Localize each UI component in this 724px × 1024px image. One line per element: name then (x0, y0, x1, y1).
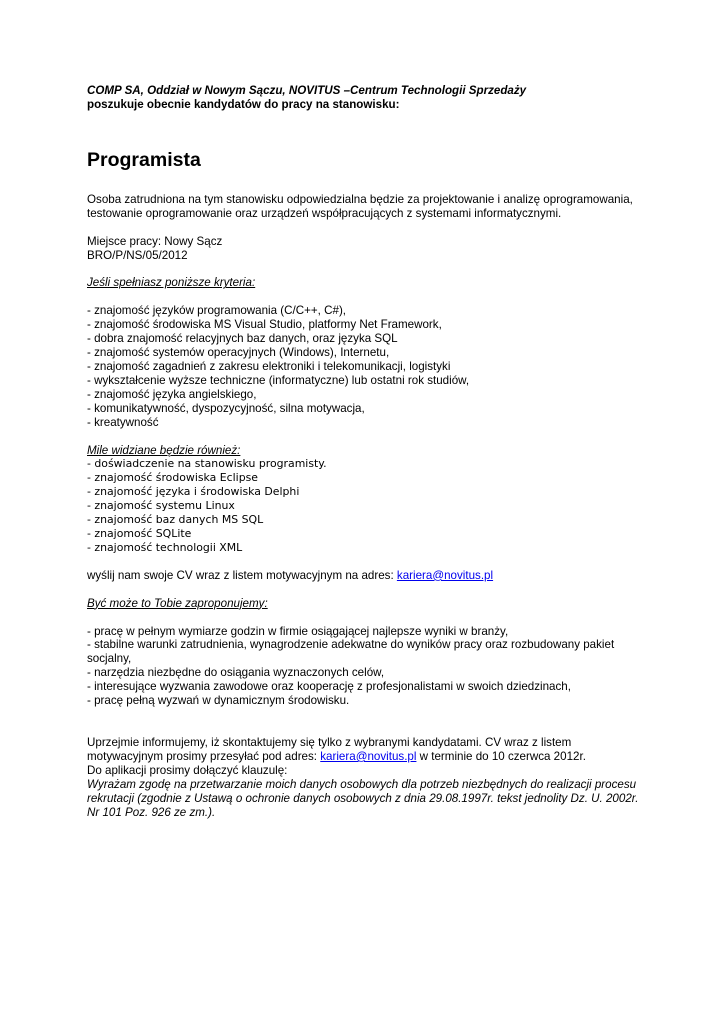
nice-to-have-heading: Mile widziane będzie również: (87, 443, 241, 457)
list-item: - interesujące wyzwania zawodowe oraz kooperację z profesjonalistami w swoich dziedzinach, (87, 680, 571, 694)
list-item: - pracę w pełnym wymiarze godzin w firmie osiągającej najlepsze wyniki w branży, (87, 624, 509, 638)
offer-heading: Być może to Tobie zaproponujemy: (87, 596, 268, 610)
list-item: - pracę pełną wyzwań w dynamicznym środowisku. (87, 694, 350, 708)
document-page (87, 84, 647, 819)
list-item: - komunikatywność, dyspozycyjność, silna motywacja, (87, 401, 365, 415)
clause-intro: Do aplikacji prosimy dołączyć klauzulę: (87, 763, 288, 777)
list-item: - znajomość technologii XML (87, 540, 243, 554)
offer-list (87, 625, 647, 708)
company-line: COMP SA, Oddział w Nowym Sączu, NOVITUS –Centrum Technologii Sprzedaży (87, 84, 527, 97)
closing-paragraph (87, 736, 647, 764)
job-description: Osoba zatrudniona na tym stanowisku odpowiedzialna będzie za projektowanie i analizę oprogramowania, testowanie oprogramowanie oraz urządzeń współpracujących z systemami informatycznymi. (87, 192, 633, 220)
list-item: - stabilne warunki zatrudnienia, wynagrodzenie adekwatne do wyników pracy oraz rozbudowany pakiet socjalny, (87, 638, 615, 666)
apply-email-link[interactable]: kariera@novitus.pl (396, 568, 494, 582)
list-item: - dobra znajomość relacyjnych baz danych, oraz języka SQL (87, 332, 398, 346)
company-header (87, 84, 647, 112)
criteria-heading: Jeśli spełniasz poniższe kryteria: (87, 276, 256, 290)
list-item: - znajomość baz danych MS SQL (87, 513, 264, 527)
list-item: - znajomość systemu Linux (87, 499, 235, 513)
list-item: - kreatywność (87, 415, 159, 429)
list-item: - znajomość języka i środowiska Delphi (87, 485, 300, 499)
deadline-text: w terminie do 10 czerwca 2012r. (416, 749, 586, 763)
list-item: - znajomość środowiska Eclipse (87, 471, 258, 485)
list-item: - znajomość środowiska MS Visual Studio, platformy Net Framework, (87, 318, 442, 332)
reference-number: BRO/P/NS/05/2012 (87, 248, 188, 262)
list-item: - znajomość języków programowania (C/C++, C#), (87, 304, 347, 318)
list-item: - narzędzia niezbędne do osiągania wyznaczonych celów, (87, 666, 385, 680)
work-location: Miejsce pracy: Nowy Sącz (87, 234, 223, 248)
recruitment-line: poszukuje obecnie kandydatów do pracy na stanowisku: (87, 97, 400, 111)
closing-text: Uprzejmie informujemy, iż skontaktujemy się tylko z wybranymi kandydatami. CV wraz z listem motywacyjnym prosimy przesyłać pod adres: (87, 736, 572, 763)
list-item: - znajomość zagadnień z zakresu elektroniki i telekomunikacji, logistyki (87, 359, 451, 373)
list-item: - znajomość języka angielskiego, (87, 387, 257, 401)
list-item: - doświadczenie na stanowisku programisty. (87, 457, 327, 471)
list-item: - wykształcenie wyższe techniczne (informatyczne) lub ostatni rok studiów, (87, 373, 470, 387)
apply-text: wyślij nam swoje CV wraz z listem motywacyjnym na adres: (87, 568, 397, 582)
list-item: - znajomość SQLite (87, 526, 192, 540)
consent-clause: Wyrażam zgodę na przetwarzanie moich danych osobowych dla potrzeb niezbędnych do realizacji procesu rekrutacji (zgodnie z Ustawą o ochronie danych osobowych z dnia 29.08.1997r. tekst jednolity Dz. U. 2002r. Nr 101 Poz. 926 ze zm.). (87, 777, 639, 819)
apply-instructions (87, 569, 647, 583)
closing-email-link[interactable]: kariera@novitus.pl (320, 749, 417, 763)
criteria-list (87, 304, 647, 429)
list-item: - znajomość systemów operacyjnych (Windows), Internetu, (87, 346, 390, 360)
nice-to-have-list (87, 457, 647, 554)
job-title: Programista (87, 148, 201, 171)
